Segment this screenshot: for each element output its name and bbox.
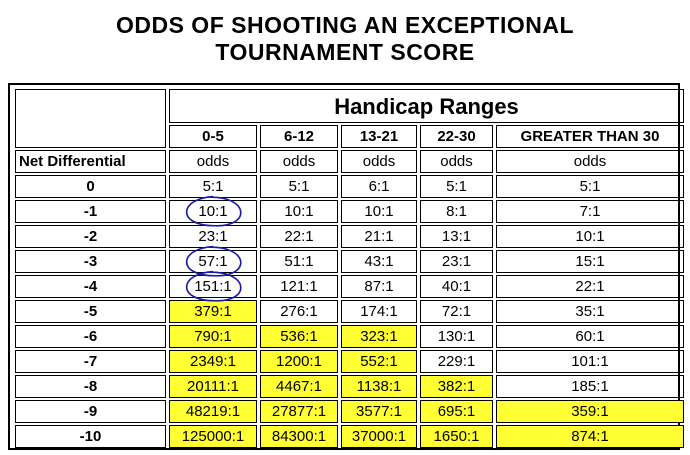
odds-subheader: odds: [260, 150, 338, 173]
odds-table-frame: [8, 83, 680, 450]
odds-cell: 1138:1: [341, 375, 417, 398]
page-title: [0, 12, 690, 66]
odds-cell: 35:1: [496, 300, 684, 323]
net-differential-value: -9: [15, 400, 166, 423]
net-differential-value: -3: [15, 250, 166, 273]
odds-cell: 874:1: [496, 425, 684, 448]
table-row: [15, 225, 684, 248]
table-row: [15, 325, 684, 348]
net-differential-value: -7: [15, 350, 166, 373]
odds-cell: 27877:1: [260, 400, 338, 423]
odds-cell: 10:1: [341, 200, 417, 223]
odds-cell: 552:1: [341, 350, 417, 373]
odds-cell: 323:1: [341, 325, 417, 348]
odds-cell: 790:1: [169, 325, 257, 348]
odds-subheader: odds: [169, 150, 257, 173]
odds-table: [12, 87, 687, 450]
odds-cell: 1650:1: [420, 425, 493, 448]
odds-cell: 21:1: [341, 225, 417, 248]
odds-cell: 2349:1: [169, 350, 257, 373]
odds-cell: 359:1: [496, 400, 684, 423]
odds-cell: 5:1: [169, 175, 257, 198]
odds-cell: 84300:1: [260, 425, 338, 448]
odds-cell: 536:1: [260, 325, 338, 348]
table-row: [15, 250, 684, 273]
handicap-ranges-header: Handicap Ranges: [169, 89, 684, 123]
table-row: [15, 200, 684, 223]
odds-cell: 7:1: [496, 200, 684, 223]
column-header: 13-21: [341, 125, 417, 148]
odds-cell: 15:1: [496, 250, 684, 273]
net-differential-value: -5: [15, 300, 166, 323]
odds-cell: 40:1: [420, 275, 493, 298]
odds-cell: 3577:1: [341, 400, 417, 423]
title-line-2: TOURNAMENT SCORE: [215, 39, 475, 65]
odds-cell: 22:1: [260, 225, 338, 248]
column-header: GREATER THAN 30: [496, 125, 684, 148]
odds-cell: 130:1: [420, 325, 493, 348]
odds-cell: 6:1: [341, 175, 417, 198]
odds-cell: 151:1: [169, 275, 257, 298]
title-line-1: ODDS OF SHOOTING AN EXCEPTIONAL: [115, 12, 575, 38]
column-header: 6-12: [260, 125, 338, 148]
odds-cell: 48219:1: [169, 400, 257, 423]
odds-subheader: odds: [496, 150, 684, 173]
odds-cell: 5:1: [420, 175, 493, 198]
odds-subheader: odds: [341, 150, 417, 173]
super-header-row: [15, 89, 684, 123]
net-differential-value: -10: [15, 425, 166, 448]
odds-cell: 121:1: [260, 275, 338, 298]
net-differential-value: 0: [15, 175, 166, 198]
odds-cell: 13:1: [420, 225, 493, 248]
odds-cell: 276:1: [260, 300, 338, 323]
odds-cell: 5:1: [260, 175, 338, 198]
net-differential-value: -2: [15, 225, 166, 248]
table-row: [15, 300, 684, 323]
odds-cell: 10:1: [260, 200, 338, 223]
column-header: 0-5: [169, 125, 257, 148]
odds-cell: 87:1: [341, 275, 417, 298]
odds-cell: 43:1: [341, 250, 417, 273]
odds-cell: 229:1: [420, 350, 493, 373]
odds-cell: 185:1: [496, 375, 684, 398]
odds-cell: 10:1: [496, 225, 684, 248]
table-row: [15, 425, 684, 448]
odds-cell: 695:1: [420, 400, 493, 423]
odds-cell: 72:1: [420, 300, 493, 323]
net-differential-value: -8: [15, 375, 166, 398]
odds-cell: 23:1: [420, 250, 493, 273]
table-row: [15, 175, 684, 198]
odds-cell: 174:1: [341, 300, 417, 323]
odds-cell: 51:1: [260, 250, 338, 273]
odds-subheader: odds: [420, 150, 493, 173]
odds-cell: 22:1: [496, 275, 684, 298]
odds-cell: 37000:1: [341, 425, 417, 448]
odds-cell: 379:1: [169, 300, 257, 323]
odds-cell: 57:1: [169, 250, 257, 273]
table-row: [15, 350, 684, 373]
odds-cell: 125000:1: [169, 425, 257, 448]
corner-cell: [15, 89, 166, 148]
table-row: [15, 375, 684, 398]
odds-cell: 4467:1: [260, 375, 338, 398]
odds-cell: 5:1: [496, 175, 684, 198]
odds-cell: 20111:1: [169, 375, 257, 398]
odds-cell: 8:1: [420, 200, 493, 223]
net-differential-label: Net Differential: [15, 150, 166, 173]
net-differential-value: -4: [15, 275, 166, 298]
odds-cell: 101:1: [496, 350, 684, 373]
odds-cell: 1200:1: [260, 350, 338, 373]
net-differential-value: -1: [15, 200, 166, 223]
odds-cell: 382:1: [420, 375, 493, 398]
table-row: [15, 275, 684, 298]
odds-cell: 60:1: [496, 325, 684, 348]
net-differential-value: -6: [15, 325, 166, 348]
table-row: [15, 400, 684, 423]
odds-cell: 23:1: [169, 225, 257, 248]
subheader-row: [15, 150, 684, 173]
column-header: 22-30: [420, 125, 493, 148]
odds-cell: 10:1: [169, 200, 257, 223]
